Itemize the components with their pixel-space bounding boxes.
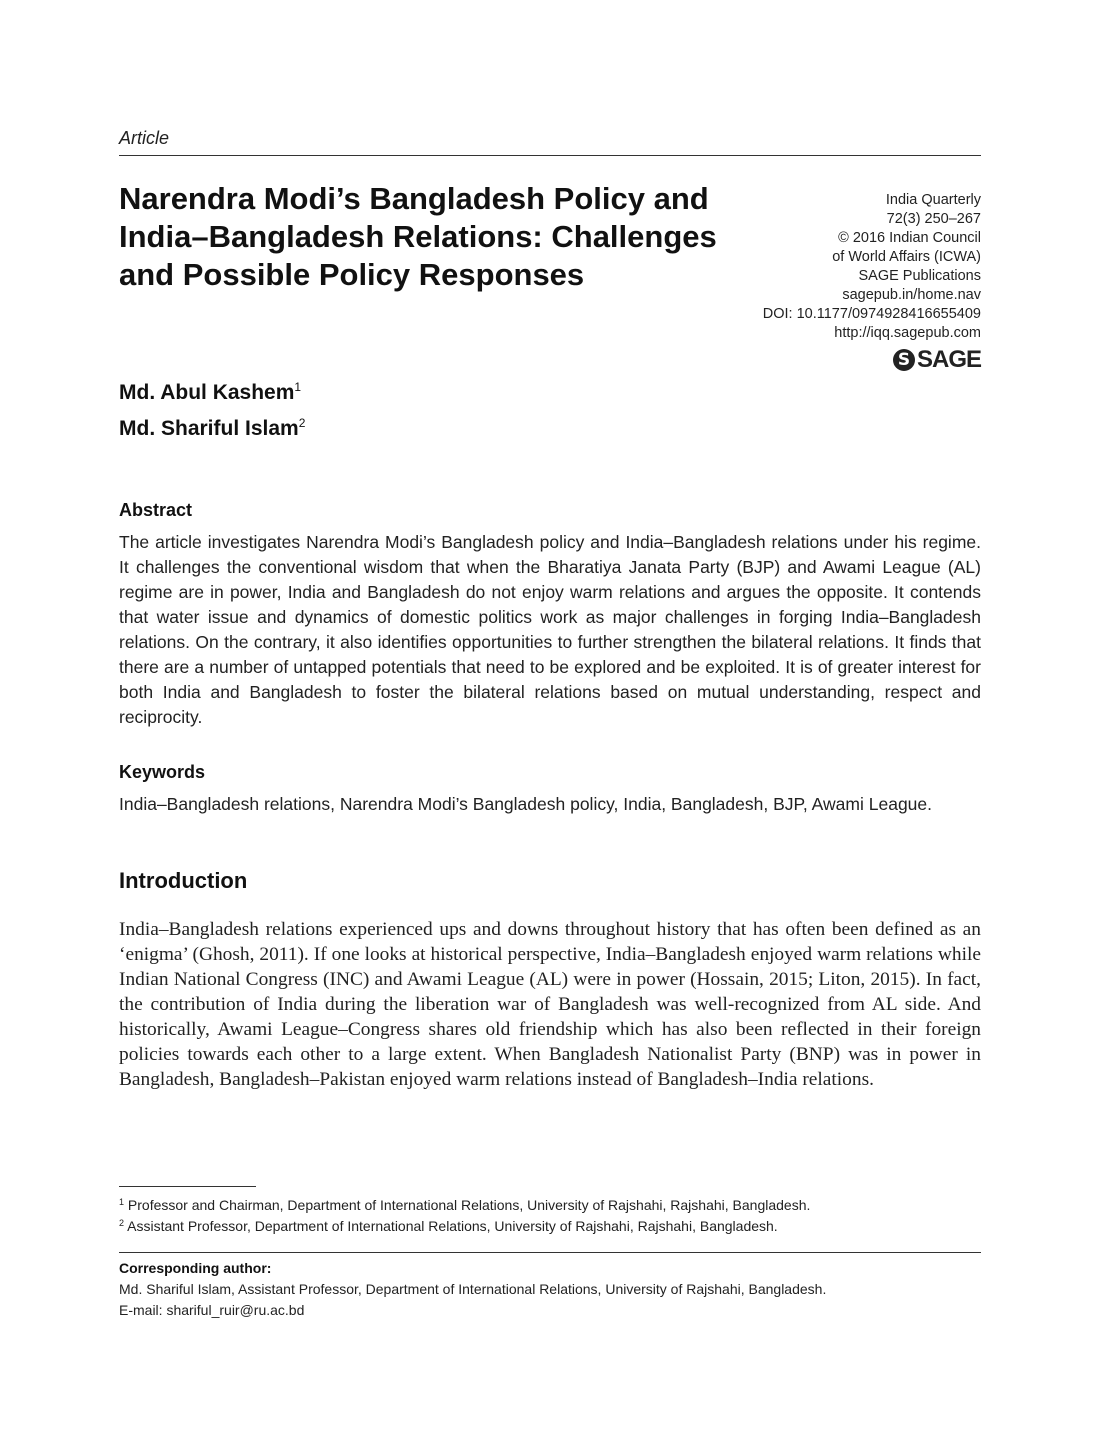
affiliation-mark: 1: [294, 380, 302, 394]
introduction-text: India–Bangladesh relations experienced ups and downs throughout history that has often been defined as an ‘enigma’ (Ghosh, 2011). If one looks at historical perspective, India–Bangladesh enjoyed warm relations while Indian National Congress (INC) and Awami League (AL) were in power (Hossain, 2015; Liton, 2015). In fact, the contribution of India during the liberation war of Bangladesh was well-recognized from AL side. And historically, Awami League–Congress shares old friendship which has also been reflected in their foreign policies towards each other to a large extent. When Bangladesh Nationalist Party (BNP) was in power in Bangladesh, Bangladesh–Pakistan enjoyed warm relations instead of Bangladesh–India relations.: [119, 919, 981, 1090]
footnote-text: Professor and Chairman, Department of International Relations, University of Rajshahi, Rajshahi, Bangladesh.: [127, 1197, 811, 1213]
journal-name: India Quarterly: [885, 192, 981, 208]
footnote-mark: 2: [119, 1218, 125, 1228]
sage-mark-icon: S: [893, 349, 915, 371]
header-divider: [119, 155, 981, 156]
author-2: [119, 416, 305, 441]
journal-volume: 72(3) 250–267: [886, 211, 981, 227]
footnote-mark: 1: [119, 1197, 125, 1207]
sage-logo-icon: [893, 347, 981, 373]
abstract-text: The article investigates Narendra Modi’s Bangladesh policy and India–Bangladesh relations under his regime. It challenges the conventional wisdom that when the Bharatiya Janata Party (BJP) and Awami League (AL) regime are in power, India and Bangladesh do not enjoy warm relations and argues the opposite. It contends that water issue and dynamics of domestic politics work as major challenges in forging India–Bangladesh relations. On the contrary, it also identifies opportunities to further strengthen the bilateral relations. It finds that there are a number of untapped potentials that need to be explored and be exploited. It is of greater interest for both India and Bangladesh to foster the bilateral relations based on mutual understanding, respect and reciprocity.: [119, 532, 981, 727]
corresponding-divider: [119, 1252, 981, 1253]
copyright-line-1: © 2016 Indian Council: [838, 230, 981, 246]
publisher-url[interactable]: sagepub.in/home.nav: [842, 287, 981, 303]
journal-info: [763, 191, 981, 343]
author-name: Md. Shariful Islam: [119, 417, 299, 440]
abstract-heading: Abstract: [119, 500, 193, 520]
corresponding-email[interactable]: E-mail: shariful_ruir@ru.ac.bd: [119, 1302, 305, 1318]
corresponding-heading: Corresponding author:: [119, 1260, 272, 1276]
corresponding-author: Md. Shariful Islam, Assistant Professor, Department of International Relations, University of Rajshahi, Bangladesh.: [119, 1281, 827, 1297]
keywords-text: India–Bangladesh relations, Narendra Modi’s Bangladesh policy, India, Bangladesh, BJP, Awami League.: [119, 794, 932, 814]
affiliation-mark: 2: [298, 416, 306, 430]
author-1: [119, 380, 301, 405]
journal-url[interactable]: http://iqq.sagepub.com: [834, 325, 981, 341]
author-name: Md. Abul Kashem: [119, 381, 295, 404]
article-type-label: Article: [119, 128, 170, 148]
footnote-divider: [119, 1186, 256, 1187]
article-title: Narendra Modi’s Bangladesh Policy and India–Bangladesh Relations: Challenges and Possible Policy Responses: [119, 181, 717, 292]
introduction-heading: Introduction: [119, 868, 248, 893]
doi[interactable]: DOI: 10.1177/0974928416655409: [762, 306, 981, 322]
footnote-1: [119, 1193, 810, 1215]
sage-wordmark: SAGE: [916, 346, 981, 373]
footnote-text: Assistant Professor, Department of International Relations, University of Rajshahi, Rajshahi, Bangladesh.: [127, 1218, 778, 1234]
copyright-line-2: of World Affairs (ICWA): [832, 249, 981, 265]
footnote-2: [119, 1214, 778, 1236]
publisher: SAGE Publications: [858, 268, 981, 284]
keywords-heading: Keywords: [119, 762, 206, 782]
